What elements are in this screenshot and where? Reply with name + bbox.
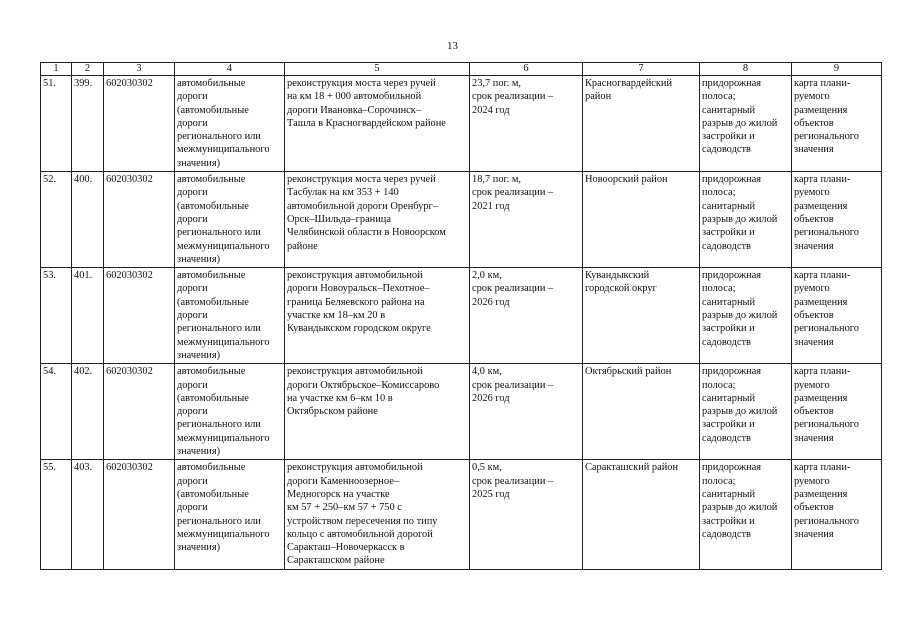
- item-number: 402.: [72, 364, 104, 460]
- object-type: [175, 76, 285, 172]
- item-number: 399.: [72, 76, 104, 172]
- project-parameters-text: 2,0 км, срок реализации – 2026 год: [472, 270, 554, 308]
- item-number: 400.: [72, 172, 104, 268]
- project-description: [285, 460, 470, 569]
- location: [583, 364, 700, 460]
- map-reference-text: карта плани- руемого размещения объектов регионального значения: [794, 78, 859, 156]
- zones-text: придорожная полоса; санитарный разрыв до жилой застройки и садоводств: [702, 174, 778, 252]
- map-reference: [792, 172, 882, 268]
- header-row: [41, 63, 882, 76]
- object-code: 602030302: [104, 268, 175, 364]
- object-code: 602030302: [104, 460, 175, 569]
- row-number: 52.: [41, 172, 72, 268]
- location-text: Новоорский район: [585, 174, 668, 186]
- zones: [700, 364, 792, 460]
- object-type: [175, 172, 285, 268]
- zones-text: придорожная полоса; санитарный разрыв до жилой застройки и садоводств: [702, 462, 778, 540]
- map-reference-text: карта плани- руемого размещения объектов регионального значения: [794, 366, 859, 444]
- zones: [700, 76, 792, 172]
- project-parameters-text: 0,5 км, срок реализации – 2025 год: [472, 462, 554, 500]
- column-header-4: 4: [175, 63, 285, 76]
- map-reference: [792, 364, 882, 460]
- zones: [700, 268, 792, 364]
- object-type: [175, 460, 285, 569]
- project-description-text: реконструкция моста через ручей на км 18 + 000 автомобильной дороги Ивановка–Сорочинск– Ташла в Красногвардейском районе: [287, 78, 446, 129]
- object-type: [175, 364, 285, 460]
- project-description-text: реконструкция автомобильной дороги Каменноозерное– Медногорск на участке км 57 + 250–км 57 + 750 с устройством пересечения по типу кольцо с автомобильной дорогой Саракташ–Новочеркасск в Саракташском районе: [287, 462, 438, 567]
- zones: [700, 172, 792, 268]
- location-text: Октябрьский район: [585, 366, 672, 378]
- project-description: [285, 364, 470, 460]
- table-row: [41, 364, 882, 460]
- project-parameters: [470, 76, 583, 172]
- object-type-text: автомобильные дороги (автомобильные дороги регионального или межмуниципального значения): [177, 78, 270, 169]
- map-reference-text: карта плани- руемого размещения объектов регионального значения: [794, 270, 859, 348]
- object-code: 602030302: [104, 76, 175, 172]
- project-parameters: [470, 460, 583, 569]
- column-header-5: 5: [285, 63, 470, 76]
- zones-text: придорожная полоса; санитарный разрыв до жилой застройки и садоводств: [702, 78, 778, 156]
- project-parameters-text: 18,7 пог. м, срок реализации – 2021 год: [472, 174, 554, 212]
- item-number: 401.: [72, 268, 104, 364]
- object-type-text: автомобильные дороги (автомобильные дороги регионального или межмуниципального значения): [177, 462, 270, 554]
- zones-text: придорожная полоса; санитарный разрыв до жилой застройки и садоводств: [702, 270, 778, 348]
- location: [583, 268, 700, 364]
- table-row: [41, 460, 882, 569]
- map-reference: [792, 460, 882, 569]
- project-parameters: [470, 172, 583, 268]
- map-reference: [792, 76, 882, 172]
- row-number: 51.: [41, 76, 72, 172]
- map-reference-text: карта плани- руемого размещения объектов регионального значения: [794, 174, 859, 252]
- location: [583, 76, 700, 172]
- table-row: [41, 76, 882, 172]
- column-header-2: 2: [72, 63, 104, 76]
- object-code: 602030302: [104, 172, 175, 268]
- column-header-1: 1: [41, 63, 72, 76]
- column-header-8: 8: [700, 63, 792, 76]
- object-type-text: автомобильные дороги (автомобильные дороги регионального или межмуниципального значения): [177, 366, 270, 458]
- project-parameters-text: 4,0 км, срок реализации – 2026 год: [472, 366, 554, 404]
- project-description: [285, 172, 470, 268]
- zones-text: придорожная полоса; санитарный разрыв до жилой застройки и садоводств: [702, 366, 778, 444]
- zones: [700, 460, 792, 569]
- column-header-9: 9: [792, 63, 882, 76]
- project-description-text: реконструкция автомобильной дороги Октябрьское–Комиссарово на участке км 6–км 10 в Октябрьском районе: [287, 366, 440, 418]
- page-number: 13: [447, 40, 458, 52]
- object-type: [175, 268, 285, 364]
- row-number: 55.: [41, 460, 72, 569]
- project-parameters: [470, 364, 583, 460]
- row-number: 53.: [41, 268, 72, 364]
- table-row: [41, 172, 882, 268]
- project-description-text: реконструкция автомобильной дороги Новоуральск–Пехотное– граница Беляевского района на участке км 18–км 20 в Кувандыкском городском округе: [287, 270, 431, 335]
- map-reference: [792, 268, 882, 364]
- project-description-text: реконструкция моста через ручей Тасбулак на км 353 + 140 автомобильной дороги Оренбург– Орск–Шильда–граница Челябинской области в Новоорском районе: [287, 174, 446, 252]
- project-description: [285, 76, 470, 172]
- location: [583, 172, 700, 268]
- column-header-7: 7: [583, 63, 700, 76]
- column-header-3: 3: [104, 63, 175, 76]
- location-text: Кувандыкский городской округ: [585, 270, 657, 295]
- map-reference-text: карта плани- руемого размещения объектов регионального значения: [794, 462, 859, 540]
- projects-table: [40, 62, 882, 570]
- project-parameters-text: 23,7 пог. м, срок реализации – 2024 год: [472, 78, 554, 116]
- project-parameters: [470, 268, 583, 364]
- row-number: 54.: [41, 364, 72, 460]
- object-code: 602030302: [104, 364, 175, 460]
- column-header-6: 6: [470, 63, 583, 76]
- location-text: Красногвардейский район: [585, 78, 673, 103]
- object-type-text: автомобильные дороги (автомобильные дороги регионального или межмуниципального значения): [177, 270, 270, 361]
- project-description: [285, 268, 470, 364]
- object-type-text: автомобильные дороги (автомобильные дороги регионального или межмуниципального значения): [177, 174, 270, 265]
- item-number: 403.: [72, 460, 104, 569]
- location-text: Саракташский район: [585, 462, 679, 474]
- location: [583, 460, 700, 569]
- table-row: [41, 268, 882, 364]
